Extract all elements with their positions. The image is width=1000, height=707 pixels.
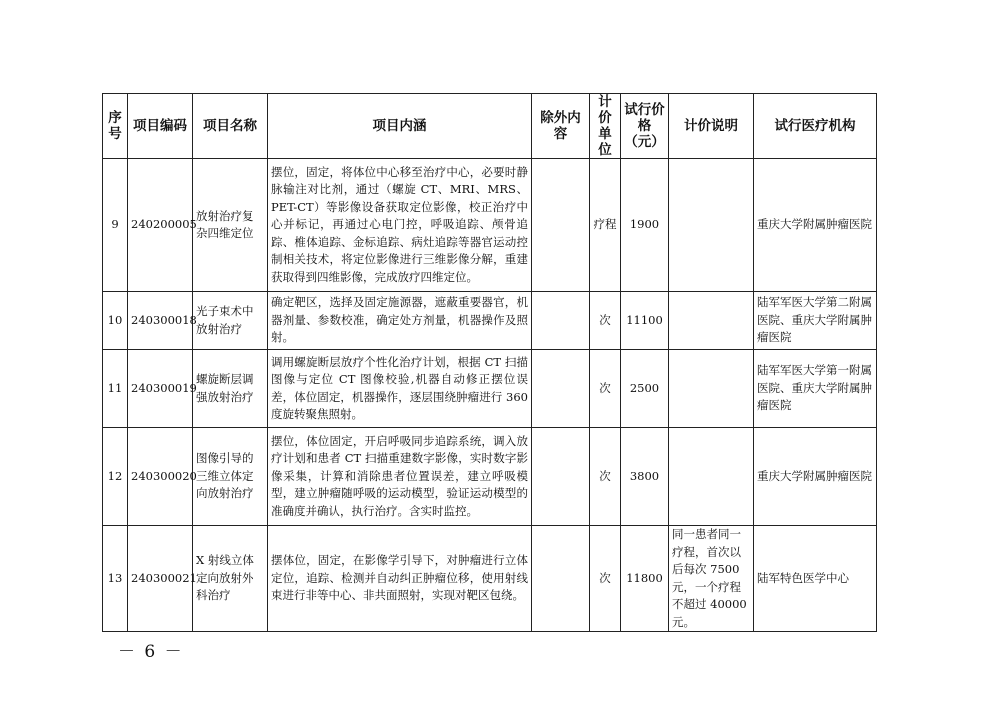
cell-content: 摆体位，固定，在影像学引导下，对肿瘤进行立体定位，追踪、检测并自动纠正肿瘤位移，使用射线束进行非等中心、非共面照射，实现对靶区包绕。 <box>268 526 532 632</box>
cell-no: 13 <box>103 526 128 632</box>
cell-name: 螺旋断层调强放射治疗 <box>193 350 268 428</box>
table-row <box>103 350 877 428</box>
table-header-row <box>103 94 877 159</box>
cell-no: 12 <box>103 428 128 526</box>
cell-unit: 次 <box>590 350 621 428</box>
cell-note <box>669 292 754 350</box>
header-name: 项目名称 <box>193 94 268 159</box>
cell-exclusion <box>532 428 590 526</box>
cell-note: 同一患者同一疗程，首次以后每次 7500 元，一个疗程不超过 40000 元。 <box>669 526 754 632</box>
header-note: 计价说明 <box>669 94 754 159</box>
cell-content: 摆位，体位固定，开启呼吸同步追踪系统，调入放疗计划和患者 CT 扫描重建数字影像，实时数字影像采集，计算和消除患者位置误差，建立呼吸模型，建立肿瘤随呼吸的运动模型，验证运动模型的准确度并确认，执行治疗。含实时监控。 <box>268 428 532 526</box>
cell-code: 240300018 <box>128 292 193 350</box>
cell-unit: 次 <box>590 526 621 632</box>
cell-no: 9 <box>103 159 128 292</box>
cell-price: 2500 <box>621 350 669 428</box>
cell-note <box>669 350 754 428</box>
cell-code: 240300020 <box>128 428 193 526</box>
cell-price: 3800 <box>621 428 669 526</box>
cell-unit: 疗程 <box>590 159 621 292</box>
cell-institution: 重庆大学附属肿瘤医院 <box>754 428 877 526</box>
cell-name: 图像引导的三维立体定向放射治疗 <box>193 428 268 526</box>
cell-name: 光子束术中放射治疗 <box>193 292 268 350</box>
header-content: 项目内涵 <box>268 94 532 159</box>
header-code: 项目编码 <box>128 94 193 159</box>
cell-institution: 陆军军医大学第二附属医院、重庆大学附属肿瘤医院 <box>754 292 877 350</box>
fee-table <box>102 93 877 632</box>
table-row <box>103 292 877 350</box>
cell-note <box>669 159 754 292</box>
cell-note <box>669 428 754 526</box>
cell-content: 调用螺旋断层放疗个性化治疗计划，根据 CT 扫描图像与定位 CT 图像校验,机器自动修正摆位误差，体位固定，机器操作，逐层围绕肿瘤进行 360 度旋转聚焦照射。 <box>268 350 532 428</box>
cell-no: 10 <box>103 292 128 350</box>
cell-exclusion <box>532 292 590 350</box>
cell-price: 11800 <box>621 526 669 632</box>
cell-price: 1900 <box>621 159 669 292</box>
cell-no: 11 <box>103 350 128 428</box>
cell-institution: 陆军特色医学中心 <box>754 526 877 632</box>
header-seq: 序号 <box>103 94 128 159</box>
cell-code: 240300019 <box>128 350 193 428</box>
header-institution: 试行医疗机构 <box>754 94 877 159</box>
cell-name: 放射治疗复杂四维定位 <box>193 159 268 292</box>
header-price: 试行价格（元） <box>621 94 669 159</box>
cell-code: 240200005 <box>128 159 193 292</box>
header-unit: 计价单位 <box>590 94 621 159</box>
cell-exclusion <box>532 526 590 632</box>
cell-unit: 次 <box>590 292 621 350</box>
cell-institution: 重庆大学附属肿瘤医院 <box>754 159 877 292</box>
cell-unit: 次 <box>590 428 621 526</box>
cell-exclusion <box>532 159 590 292</box>
cell-content: 确定靶区，选择及固定施源器，遮蔽重要器官，机器剂量、参数校准，确定处方剂量，机器操作及照射。 <box>268 292 532 350</box>
table-row <box>103 428 877 526</box>
cell-code: 240300021 <box>128 526 193 632</box>
cell-price: 11100 <box>621 292 669 350</box>
cell-name: X 射线立体定向放射外科治疗 <box>193 526 268 632</box>
cell-institution: 陆军军医大学第一附属医院、重庆大学附属肿瘤医院 <box>754 350 877 428</box>
page-number: － 6 － <box>118 642 184 662</box>
cell-content: 摆位，固定，将体位中心移至治疗中心，必要时静脉输注对比剂，通过（螺旋 CT、MRI、MRS、PET-CT）等影像设备获取定位影像，校正治疗中心并标记，再通过心电门控，呼吸追踪、颅骨追踪、椎体追踪、金标追踪、病灶追踪等器官运动控制相关技术，将定位影像进行三维影像分解，重建获取得到四维影像，完成放疗四维定位。 <box>268 159 532 292</box>
table-row <box>103 159 877 292</box>
header-exclusion: 除外内容 <box>532 94 590 159</box>
cell-exclusion <box>532 350 590 428</box>
table-row <box>103 526 877 632</box>
